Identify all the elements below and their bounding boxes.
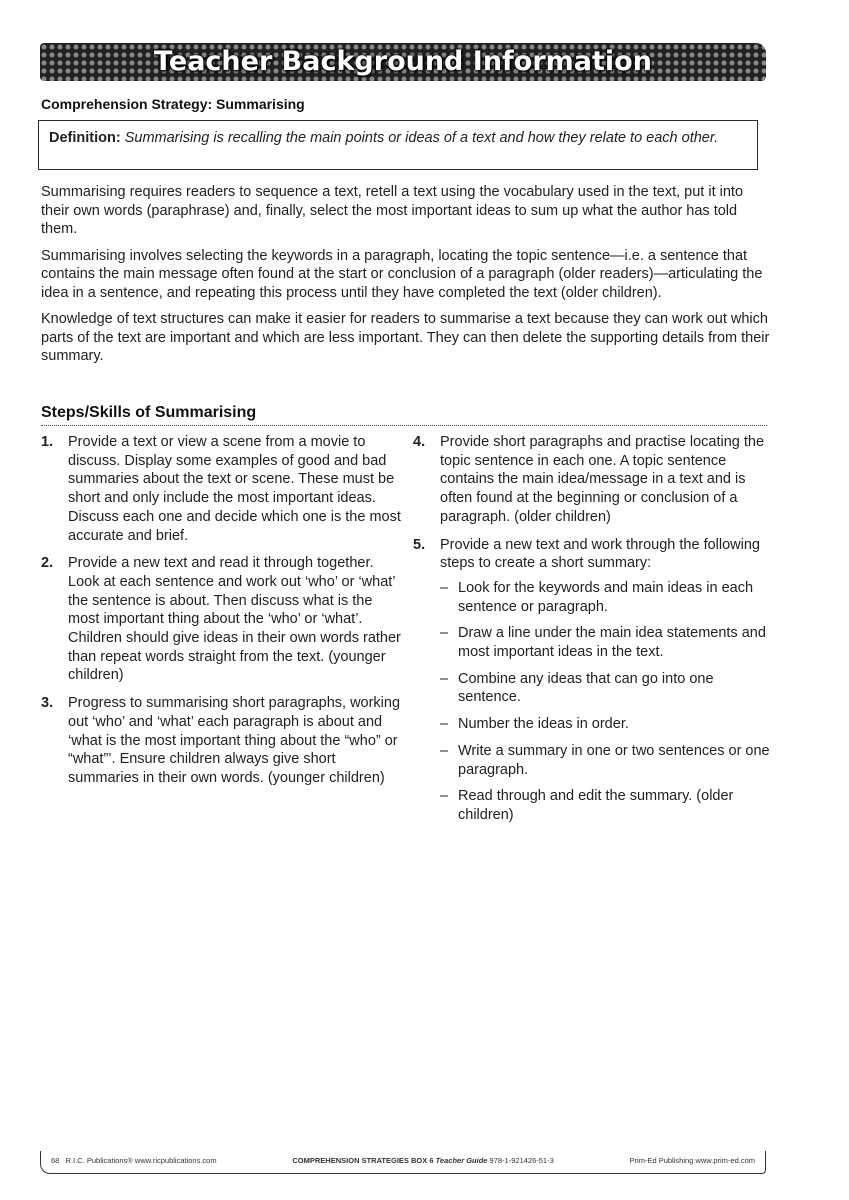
- footer-book-title: COMPREHENSION STRATEGIES BOX 6: [292, 1156, 434, 1165]
- page-number: 68: [51, 1156, 60, 1165]
- step-text: Provide short paragraphs and practise locating the topic sentence in each one. A topic sentence contains the main idea/message in a text and is often found at the beginning or conclusion of a paragraph. (older children): [440, 434, 765, 525]
- intro-paragraph: Summarising requires readers to sequence a text, retell a text using the vocabulary used in the text, put it into their own words (paraphrase) and, finally, select the most important ideas to sum up what the author has told them.: [41, 184, 744, 237]
- page-title: Teacher Background Information: [154, 46, 652, 77]
- dash-marker: –: [440, 579, 449, 596]
- footer-middle: [292, 1156, 553, 1165]
- step-item: [41, 554, 401, 685]
- intro-paragraph: Knowledge of text structures can make it easier for readers to summarise a text because they can work out which parts of the text are important and which are less important. They can then delete the supporting details from their summary.: [41, 311, 770, 364]
- step-text: Provide a new text and work through the following steps to create a short summary:: [440, 536, 760, 572]
- substep-item: [440, 742, 773, 779]
- dash-marker: –: [440, 670, 449, 687]
- footer-text: [41, 1156, 765, 1165]
- definition-box: [38, 120, 758, 170]
- intro-section: [41, 183, 771, 374]
- footer-guide-label: Teacher Guide: [435, 1156, 488, 1165]
- substep-text: Number the ideas in order.: [458, 716, 629, 733]
- steps-heading: Steps/Skills of Summarising: [41, 404, 767, 426]
- definition-label: Definition:: [49, 130, 121, 146]
- substep-item: [440, 787, 773, 824]
- substep-item: [440, 715, 773, 734]
- footer-publisher: R.I.C. Publications® www.ricpublications.com: [65, 1156, 217, 1165]
- substep-text: Combine any ideas that can go into one sentence.: [458, 670, 714, 706]
- substep-item: [440, 624, 773, 661]
- substep-item: [440, 670, 773, 707]
- step-number: 2.: [41, 555, 54, 572]
- step-text: Progress to summarising short paragraphs, working out ‘who’ and ‘what’ each paragraph is about and ‘what is the most important thing about the “who” or “what”’. Ensure children always give short summaries in their own words. (younger children): [68, 695, 401, 786]
- substep-text: Write a summary in one or two sentences or one paragraph.: [458, 742, 770, 778]
- dash-marker: –: [440, 788, 449, 805]
- step-number: 3.: [41, 695, 54, 712]
- substep-list: [440, 579, 773, 825]
- footer-left: [51, 1156, 217, 1165]
- substep-text: Draw a line under the main idea statements and most important ideas in the text.: [458, 625, 766, 661]
- definition-text: Summarising is recalling the main points or ideas of a text and how they relate to each other.: [124, 130, 719, 146]
- intro-paragraph: Summarising involves selecting the keywords in a paragraph, locating the topic sentence—i.e. a sentence that contains the main message often found at the start or conclusion of a paragraph (older readers)—articulating the idea in a sentence, and repeating this process until they have completed the text (older children).: [41, 247, 763, 301]
- step-item: [413, 536, 773, 825]
- page-footer: [40, 1151, 766, 1174]
- strategy-heading: Comprehension Strategy: Summarising: [41, 96, 305, 112]
- step-item: [413, 433, 773, 527]
- footer-publisher-2: Prim-Ed Publishing www.prim-ed.com: [629, 1156, 755, 1165]
- step-text: Provide a new text and read it through together. Look at each sentence and work out ‘who’ or ‘what’ the sentence is about. Then discuss what is the most important thing about the ‘who’ or ‘what’. Children should give ideas in their own words rather than repeat words straight from the text. (younger children): [68, 555, 401, 684]
- dash-marker: –: [440, 742, 449, 759]
- steps-column-left: [41, 433, 401, 797]
- step-number: 5.: [413, 536, 426, 553]
- dash-marker: –: [440, 625, 449, 642]
- substep-text: Read through and edit the summary. (older children): [458, 788, 734, 823]
- step-item: [41, 694, 401, 788]
- footer-isbn: 978-1-921426-51-3: [489, 1156, 554, 1165]
- step-text: Provide a text or view a scene from a movie to discuss. Display some examples of good and bad summaries about the text or scene. These must be short and only include the most important ideas. Discuss each one and decide which one is the most accurate and brief.: [68, 434, 401, 544]
- steps-column-right: [413, 433, 773, 834]
- dash-marker: –: [440, 716, 449, 733]
- step-item: [41, 433, 401, 545]
- substep-text: Look for the keywords and main ideas in each sentence or paragraph.: [458, 579, 754, 615]
- title-banner: [40, 43, 766, 81]
- step-number: 1.: [41, 434, 54, 450]
- substep-item: [440, 579, 773, 616]
- step-number: 4.: [413, 434, 426, 450]
